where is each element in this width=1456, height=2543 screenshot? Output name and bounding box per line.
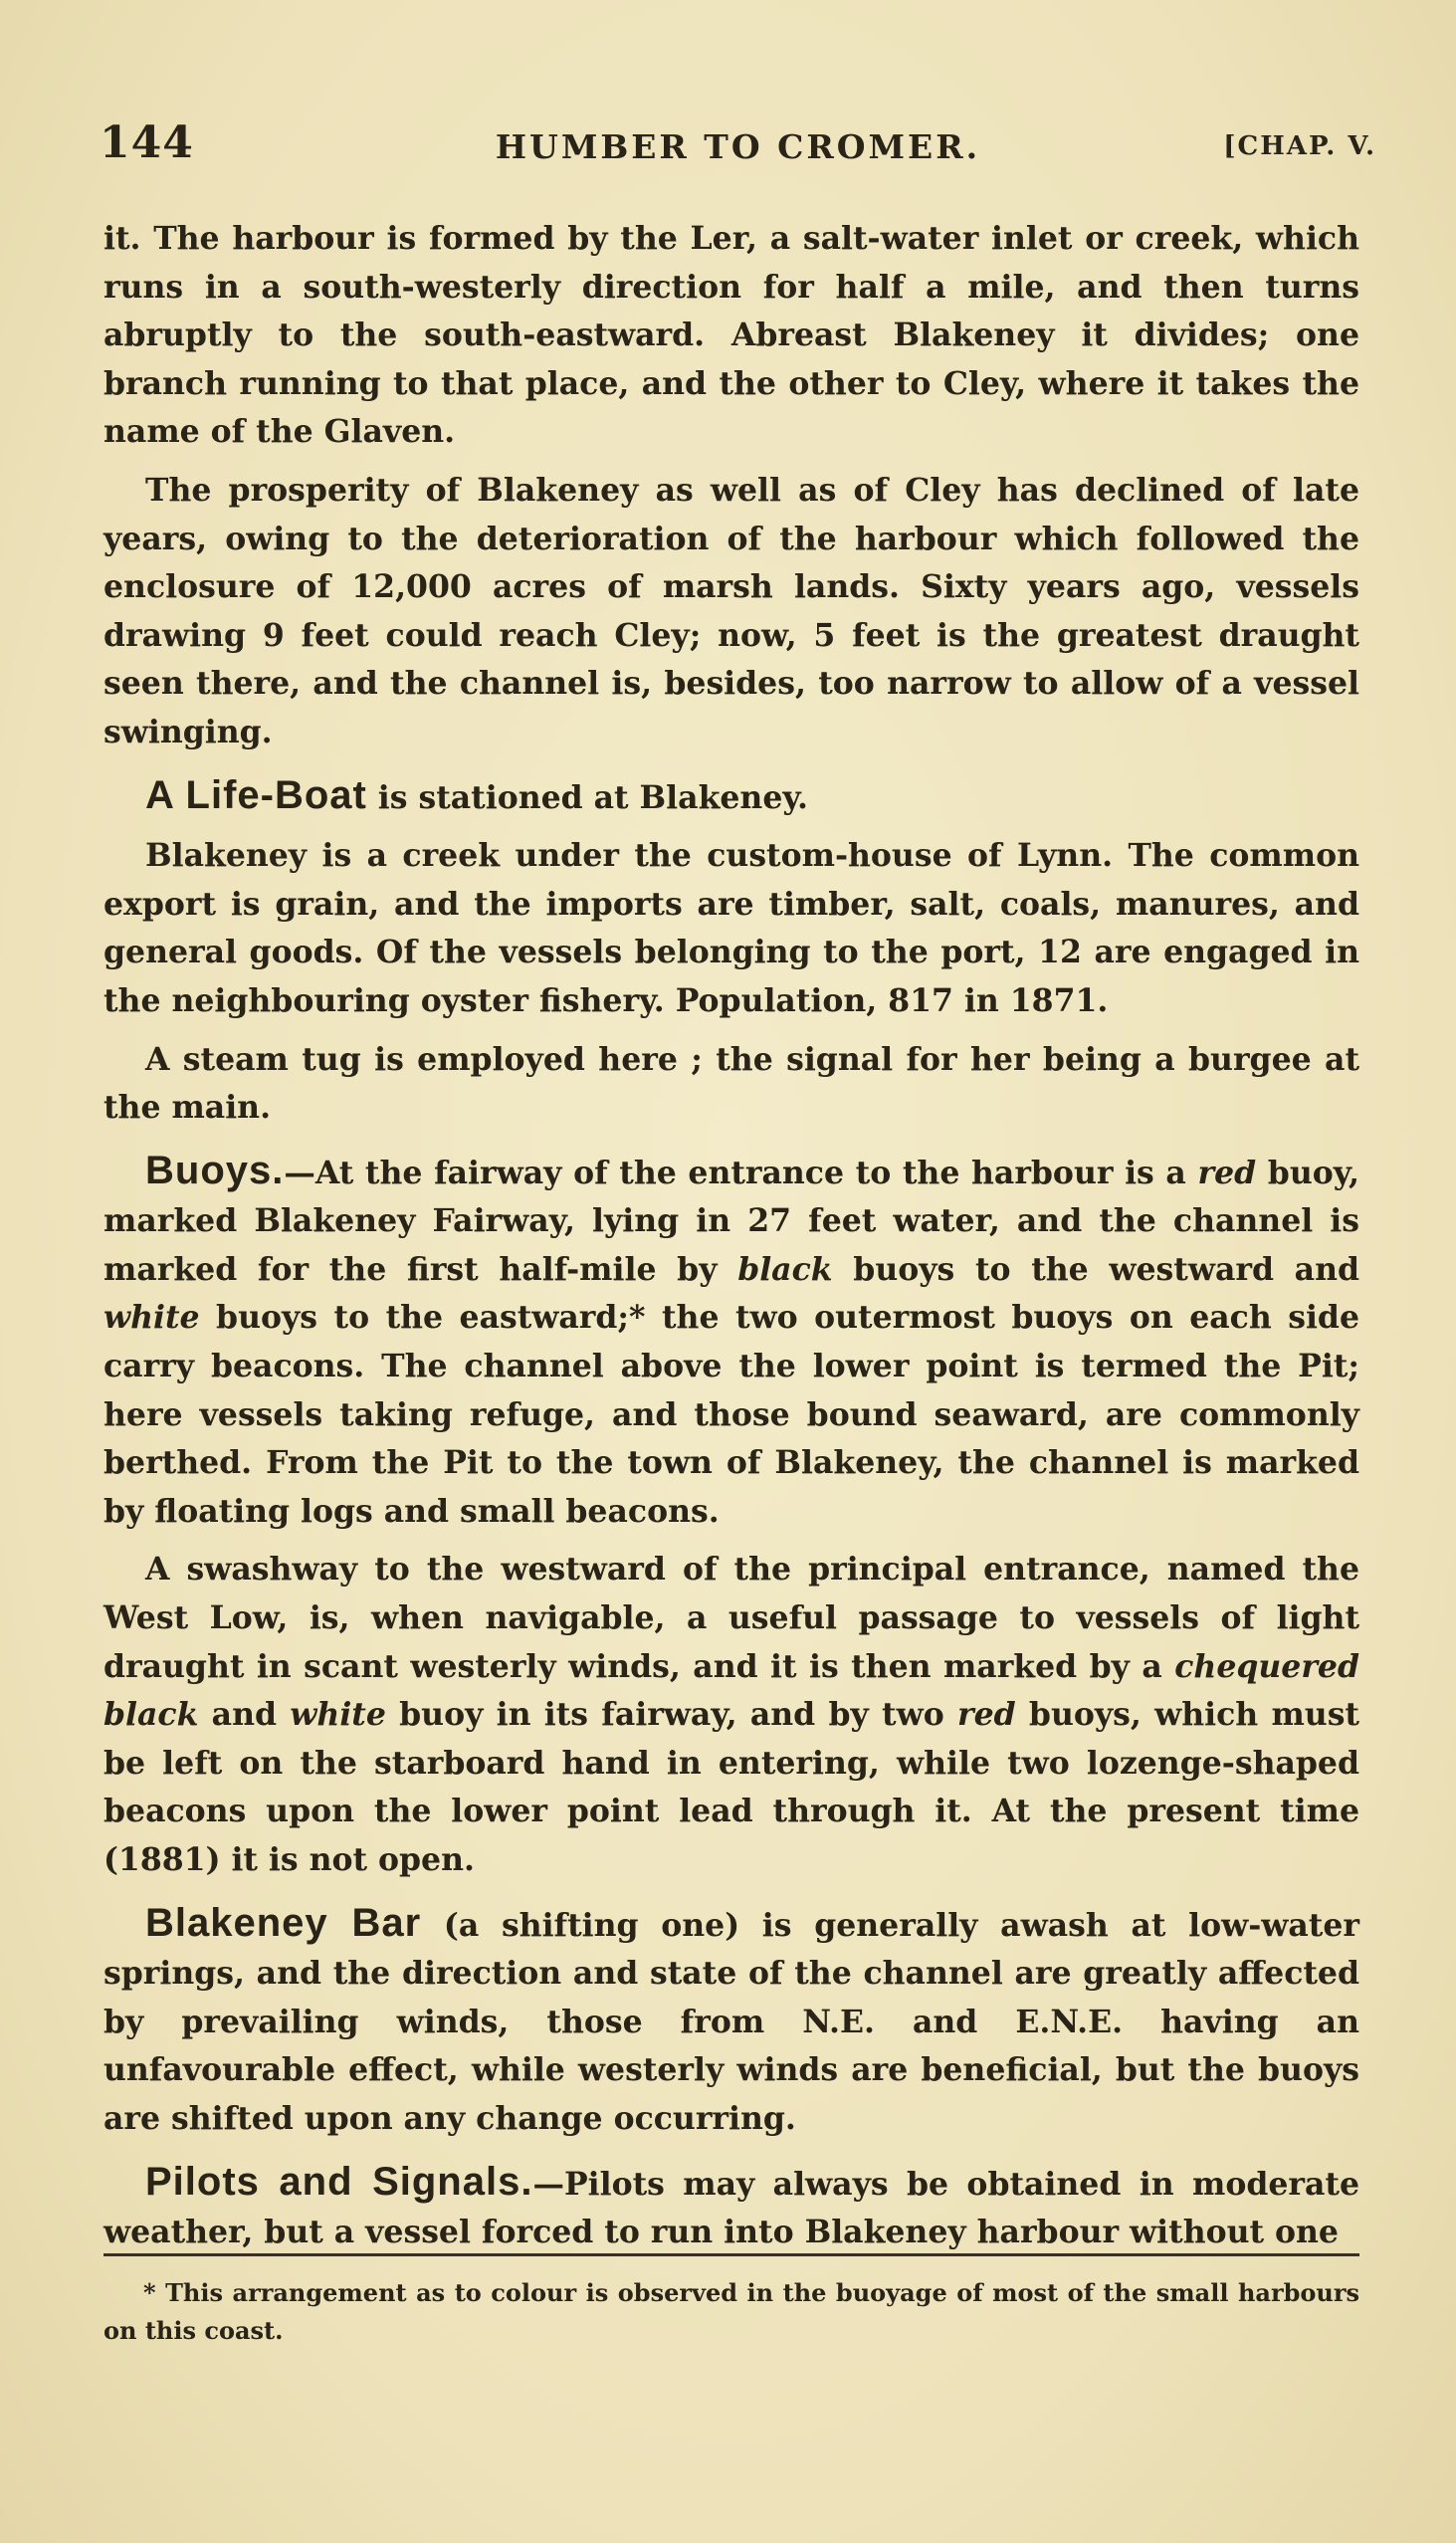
buoys-text-d: buoys to the eastward;* the two outermost buoys on each side carry beacons. The channel above the lower point is termed the Pit; here vessels taking refuge, and those bound seaward, are commonly berthed. From the Pit to the town of Blakeney, the channel is marked by floating logs and small beacons. bbox=[104, 1299, 1359, 1530]
swash-chequered: chequered black bbox=[104, 1647, 1359, 1734]
swash-white: white bbox=[290, 1696, 386, 1734]
footnote-text: * This arrangement as to colour is observed in the buoyage of most of the small harbours on this coast. bbox=[104, 2278, 1359, 2345]
running-title: HUMBER TO CROMER. bbox=[495, 127, 981, 166]
heading-pilots: Pilots and Signals. bbox=[145, 2159, 533, 2204]
paragraph-swashway bbox=[104, 1546, 1359, 1884]
buoys-black: black bbox=[737, 1250, 833, 1288]
section-lifeboat bbox=[104, 771, 1359, 823]
page-header bbox=[100, 117, 1376, 177]
paragraph-creek: Blakeney is a creek under the custom-house of Lynn. The common export is grain, and the imports are timber, salt, coals, manures, and general goods. Of the vessels belonging to the port, 12 are engaged in the neighbouring oyster fishery. Population, 817 in 1871. bbox=[104, 837, 1359, 1019]
chapter-marker: [CHAP. V. bbox=[1223, 131, 1376, 161]
section-bar bbox=[104, 1899, 1359, 2144]
buoys-red: red bbox=[1197, 1154, 1257, 1191]
footnote bbox=[104, 2274, 1359, 2350]
buoys-text-a: —At the fairway of the entrance to the harbour is a bbox=[284, 1154, 1198, 1191]
buoys-text-c: buoys to the westward and bbox=[832, 1250, 1359, 1288]
bar-text: (a shifting one) is generally awash at low-water springs, and the direction and state of the channel are greatly affected by prevailing winds, those from N.E. and E.N.E. having an unfavourable effect, while westerly winds are beneficial, but the buoys are shifted upon any change occurring. bbox=[104, 1906, 1359, 2137]
paragraph-harbour: it. The harbour is formed by the Ler, a salt-water inlet or creek, which runs in a south-westerly direction for half a mile, and then turns abruptly to the south-eastward. Abreast Blakeney it divides; one branch running to that place, and the other to Cley, where it takes the name of the Glaven. bbox=[104, 220, 1359, 451]
swash-red: red bbox=[957, 1696, 1016, 1734]
section-buoys bbox=[104, 1147, 1359, 1537]
lifeboat-text: is stationed at Blakeney. bbox=[366, 778, 809, 816]
paragraph-prosperity: The prosperity of Blakeney as well as of Cley has declined of late years, owing to the deterioration of the harbour which followed the enclosure of 12,000 acres of marsh lands. Sixty years ago, vessels drawing 9 feet could reach Cley; now, 5 feet is the greatest draught seen there, and the channel is, besides, too narrow to allow of a vessel swinging. bbox=[104, 471, 1359, 750]
buoys-white: white bbox=[104, 1299, 200, 1337]
heading-lifeboat: A Life-Boat bbox=[145, 772, 367, 817]
footnote-rule bbox=[104, 2253, 1359, 2256]
swash-and: and bbox=[198, 1696, 291, 1734]
section-pilots bbox=[104, 2158, 1359, 2257]
heading-buoys: Buoys. bbox=[145, 1148, 285, 1192]
pilots-text: —Pilots may always be obtained in moderate weather, but a vessel forced to run into Blakeney harbour without one bbox=[104, 2165, 1359, 2251]
body-text bbox=[104, 215, 1359, 2267]
buoys-text-b: buoy, marked Blakeney Fairway, lying in 27 feet water, and the channel is marked for the first half-mile by bbox=[104, 1154, 1359, 1288]
paragraph-steam-tug: A steam tug is employed here ; the signal for her being a burgee at the main. bbox=[104, 1040, 1359, 1127]
page-number: 144 bbox=[100, 117, 194, 168]
swash-text-a: A swashway to the westward of the principal entrance, named the West Low, is, when navigable, a useful passage to vessels of light draught in scant westerly winds, and it is then marked by a bbox=[104, 1551, 1359, 1685]
heading-bar: Blakeney Bar bbox=[145, 1900, 422, 1945]
swash-text-b: buoy in its fairway, and by two bbox=[385, 1696, 957, 1734]
swash-text-c: buoys, which must be left on the starboard hand in entering, while two lozenge-shaped beacons upon the lower point lead through it. At the present time (1881) it is not open. bbox=[104, 1696, 1359, 1878]
